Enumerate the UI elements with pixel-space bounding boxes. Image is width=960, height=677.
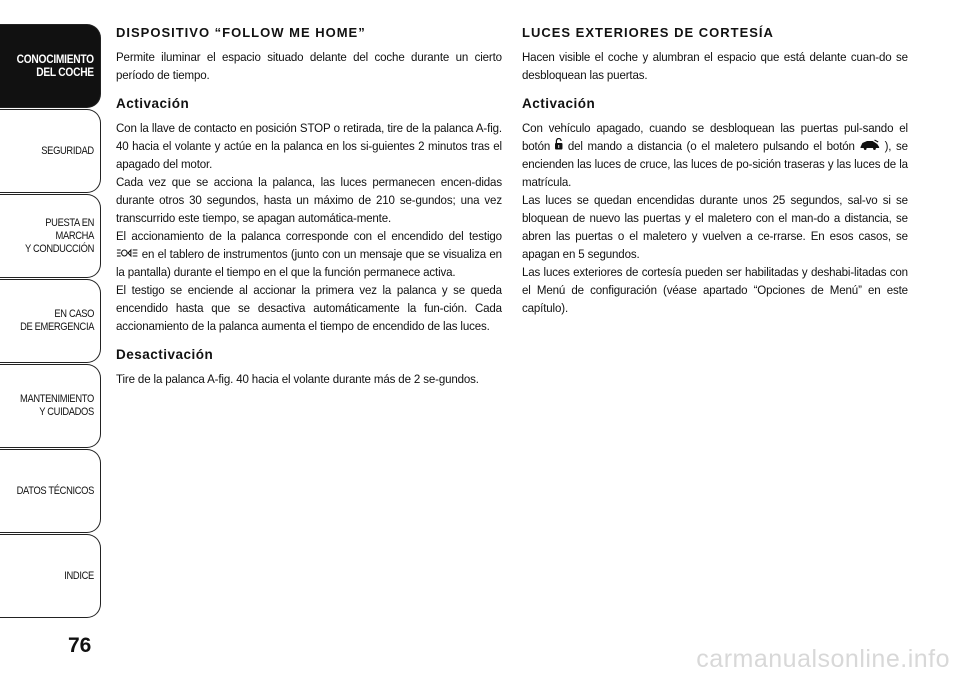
subheading-activacion: Activación [522, 96, 596, 111]
page-number: 76 [68, 634, 92, 657]
paragraph: El testigo se enciende al accionar la primera vez la palanca y se queda encendido hasta que se desactiva automáticamente la fun-ción. Cada accionamiento de la palanca aumenta el tiempo de encendido de las luces. [116, 283, 502, 333]
tab-label: INDICE [64, 569, 94, 582]
left-column [116, 25, 502, 388]
tab-mantenimiento[interactable] [0, 364, 101, 448]
tab-label: EN CASO DE EMERGENCIA [19, 308, 94, 333]
tab-label: MANTENIMIENTO Y CUIDADOS [20, 393, 94, 418]
text-span: ), se encienden las luces de cruce, las luces de po-sición traseras y las luces de la matrícula. [522, 139, 908, 189]
tab-en-caso-de-emergencia[interactable] [0, 279, 101, 363]
paragraph: Las luces se quedan encendidas durante unos 25 segundos, sal-vo si se bloquean de nuevo las puertas y el maletero con el man-do a distancia, se abren las puertas o el maletero y vuelven a ce-rrarse. En esos casos, se apagan en 5 segundos. [522, 193, 908, 261]
tab-label: DATOS TÉCNICOS [16, 484, 94, 497]
trunk-car-icon [859, 137, 879, 155]
paragraph: Con la llave de contacto en posición STOP o retirada, tire de la palanca A-fig. 40 hacia el volante y actúe en la palanca en los si-guientes 2 minutos tras el apagado del motor. [116, 121, 502, 171]
subheading-activacion: Activación [116, 96, 190, 111]
paragraph [116, 227, 502, 281]
subheading-desactivacion: Desactivación [116, 347, 214, 362]
paragraph: Cada vez que se acciona la palanca, las luces permanecen encen-didas durante otros 30 segundos, hasta un máximo de 210 se-gundos; una vez transcurrido este tiempo, se apagan automática-mente. [116, 175, 502, 225]
paragraph [522, 119, 908, 191]
tab-label: PUESTA EN MARCHA Y CONDUCCIÓN [25, 216, 94, 255]
tab-puesta-en-marcha[interactable] [0, 194, 101, 278]
follow-me-home-warning-icon [116, 245, 138, 263]
text-span: testigo [468, 229, 502, 243]
paragraph: Tire de la palanca A-fig. 40 hacia el volante durante más de 2 se-gundos. [116, 372, 479, 386]
tab-seguridad[interactable] [0, 109, 101, 193]
unlock-icon [555, 137, 563, 155]
text-span: El accionamiento de la palanca corresponde con el encendido del [116, 229, 464, 243]
section-title-luces-cortesia: LUCES EXTERIORES DE CORTESÍA [522, 25, 774, 40]
chapter-sidebar [0, 24, 101, 619]
tab-indice[interactable] [0, 534, 101, 618]
text-span: en el tablero de instrumentos (junto con un mensaje que se visualiza en la pantalla) durante el tiempo en el que la función permanece activa. [116, 247, 502, 279]
text-span: del mando a distancia (o el maletero pulsando el botón [567, 139, 855, 153]
tab-datos-tecnicos[interactable] [0, 449, 101, 533]
paragraph: Permite iluminar el espacio situado delante del coche durante un cierto período de tiempo. [116, 50, 502, 82]
watermark: carmanualsonline.info [696, 645, 950, 673]
right-column [522, 25, 908, 317]
paragraph: Las luces exteriores de cortesía pueden ser habilitadas y deshabi-litadas con el Menú de configuración (véase apartado “Opciones de Menú” en este capítulo). [522, 265, 908, 315]
paragraph: Hacen visible el coche y alumbran el espacio que está delante cuan-do se desbloquean las puertas. [522, 50, 908, 82]
tab-label: CONOCIMIENTO DEL COCHE [16, 52, 94, 79]
section-title-follow-me-home: DISPOSITIVO “FOLLOW ME HOME” [116, 25, 366, 40]
tab-label: SEGURIDAD [41, 144, 94, 157]
text-span: Con vehículo apagado, cuando se desbloquean las puertas pul-sando el botón [522, 121, 908, 153]
tab-conocimiento-del-coche[interactable] [0, 24, 101, 108]
